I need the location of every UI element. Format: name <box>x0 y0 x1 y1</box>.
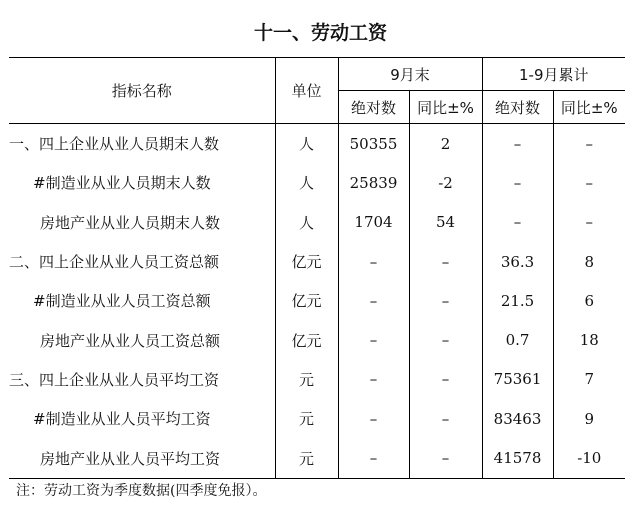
row-sep-abs: – <box>338 360 409 399</box>
row-sep-abs: 25839 <box>338 163 409 202</box>
row-ytd-yoy: 9 <box>553 399 625 438</box>
row-unit: 亿元 <box>275 281 338 320</box>
row-unit: 元 <box>275 399 338 438</box>
row-ytd-yoy: – <box>553 124 625 164</box>
row-sep-abs: – <box>338 281 409 320</box>
row-sep-abs: – <box>338 438 409 478</box>
row-ytd-yoy: 8 <box>553 242 625 281</box>
header-sep-absolute: 绝对数 <box>338 91 409 124</box>
row-ytd-yoy: 18 <box>553 320 625 359</box>
header-ytd-yoy: 同比±% <box>553 91 625 124</box>
labor-wage-table <box>9 57 625 479</box>
row-ytd-yoy: -10 <box>553 438 625 478</box>
row-ytd-yoy: 6 <box>553 281 625 320</box>
row-unit: 人 <box>275 124 338 164</box>
row-name: 房地产业从业人员期末人数 <box>40 213 221 232</box>
table-row <box>9 163 625 202</box>
header-indicator: 指标名称 <box>9 58 275 124</box>
table-row <box>9 320 625 359</box>
row-name: 房地产业从业人员工资总额 <box>40 331 221 350</box>
row-ytd-abs: – <box>482 203 553 242</box>
row-unit: 亿元 <box>275 242 338 281</box>
row-ytd-abs: 21.5 <box>482 281 553 320</box>
row-ytd-abs: – <box>482 163 553 202</box>
row-sep-yoy: – <box>409 281 482 320</box>
table-row <box>9 438 625 478</box>
row-ytd-abs: 0.7 <box>482 320 553 359</box>
row-name: #制造业从业人员平均工资 <box>33 410 211 429</box>
row-unit: 元 <box>275 360 338 399</box>
row-sep-abs: – <box>338 242 409 281</box>
row-name: 二、四上企业从业人员工资总额 <box>9 253 220 272</box>
table-row <box>9 281 625 320</box>
row-ytd-abs: 41578 <box>482 438 553 478</box>
row-sep-yoy: – <box>409 320 482 359</box>
row-unit: 元 <box>275 438 338 478</box>
header-period-ytd: 1-9月累计 <box>482 58 625 91</box>
row-ytd-abs: – <box>482 124 553 164</box>
header-period-sep: 9月末 <box>338 58 482 91</box>
row-sep-yoy: – <box>409 242 482 281</box>
row-sep-abs: 1704 <box>338 203 409 242</box>
row-ytd-yoy: – <box>553 203 625 242</box>
row-unit: 人 <box>275 203 338 242</box>
footnote: 注：劳动工资为季度数据(四季度免报）。 <box>16 483 267 499</box>
row-ytd-yoy: – <box>553 163 625 202</box>
row-unit: 亿元 <box>275 320 338 359</box>
row-name: #制造业从业人员工资总额 <box>33 292 211 311</box>
row-sep-yoy: – <box>409 438 482 478</box>
row-sep-abs: – <box>338 399 409 438</box>
row-ytd-abs: 83463 <box>482 399 553 438</box>
page-title: 十一、劳动工资 <box>253 22 387 44</box>
row-ytd-abs: 75361 <box>482 360 553 399</box>
row-sep-yoy: – <box>409 399 482 438</box>
table-row <box>9 124 625 164</box>
row-unit: 人 <box>275 163 338 202</box>
row-name: 三、四上企业从业人员平均工资 <box>9 370 220 389</box>
row-sep-yoy: 54 <box>409 203 482 242</box>
row-ytd-abs: 36.3 <box>482 242 553 281</box>
table-row <box>9 203 625 242</box>
header-unit: 单位 <box>275 58 338 124</box>
table-row <box>9 399 625 438</box>
header-ytd-absolute: 绝对数 <box>482 91 553 124</box>
table-row <box>9 242 625 281</box>
row-name: #制造业从业人员期末人数 <box>33 174 211 193</box>
row-sep-abs: 50355 <box>338 124 409 164</box>
row-sep-yoy: 2 <box>409 124 482 164</box>
row-sep-yoy: – <box>409 360 482 399</box>
row-sep-abs: – <box>338 320 409 359</box>
table-row <box>9 360 625 399</box>
row-name: 一、四上企业从业人员期末人数 <box>9 135 220 154</box>
row-ytd-yoy: 7 <box>553 360 625 399</box>
header-sep-yoy: 同比±% <box>409 91 482 124</box>
row-name: 房地产业从业人员平均工资 <box>9 438 275 478</box>
row-sep-yoy: -2 <box>409 163 482 202</box>
